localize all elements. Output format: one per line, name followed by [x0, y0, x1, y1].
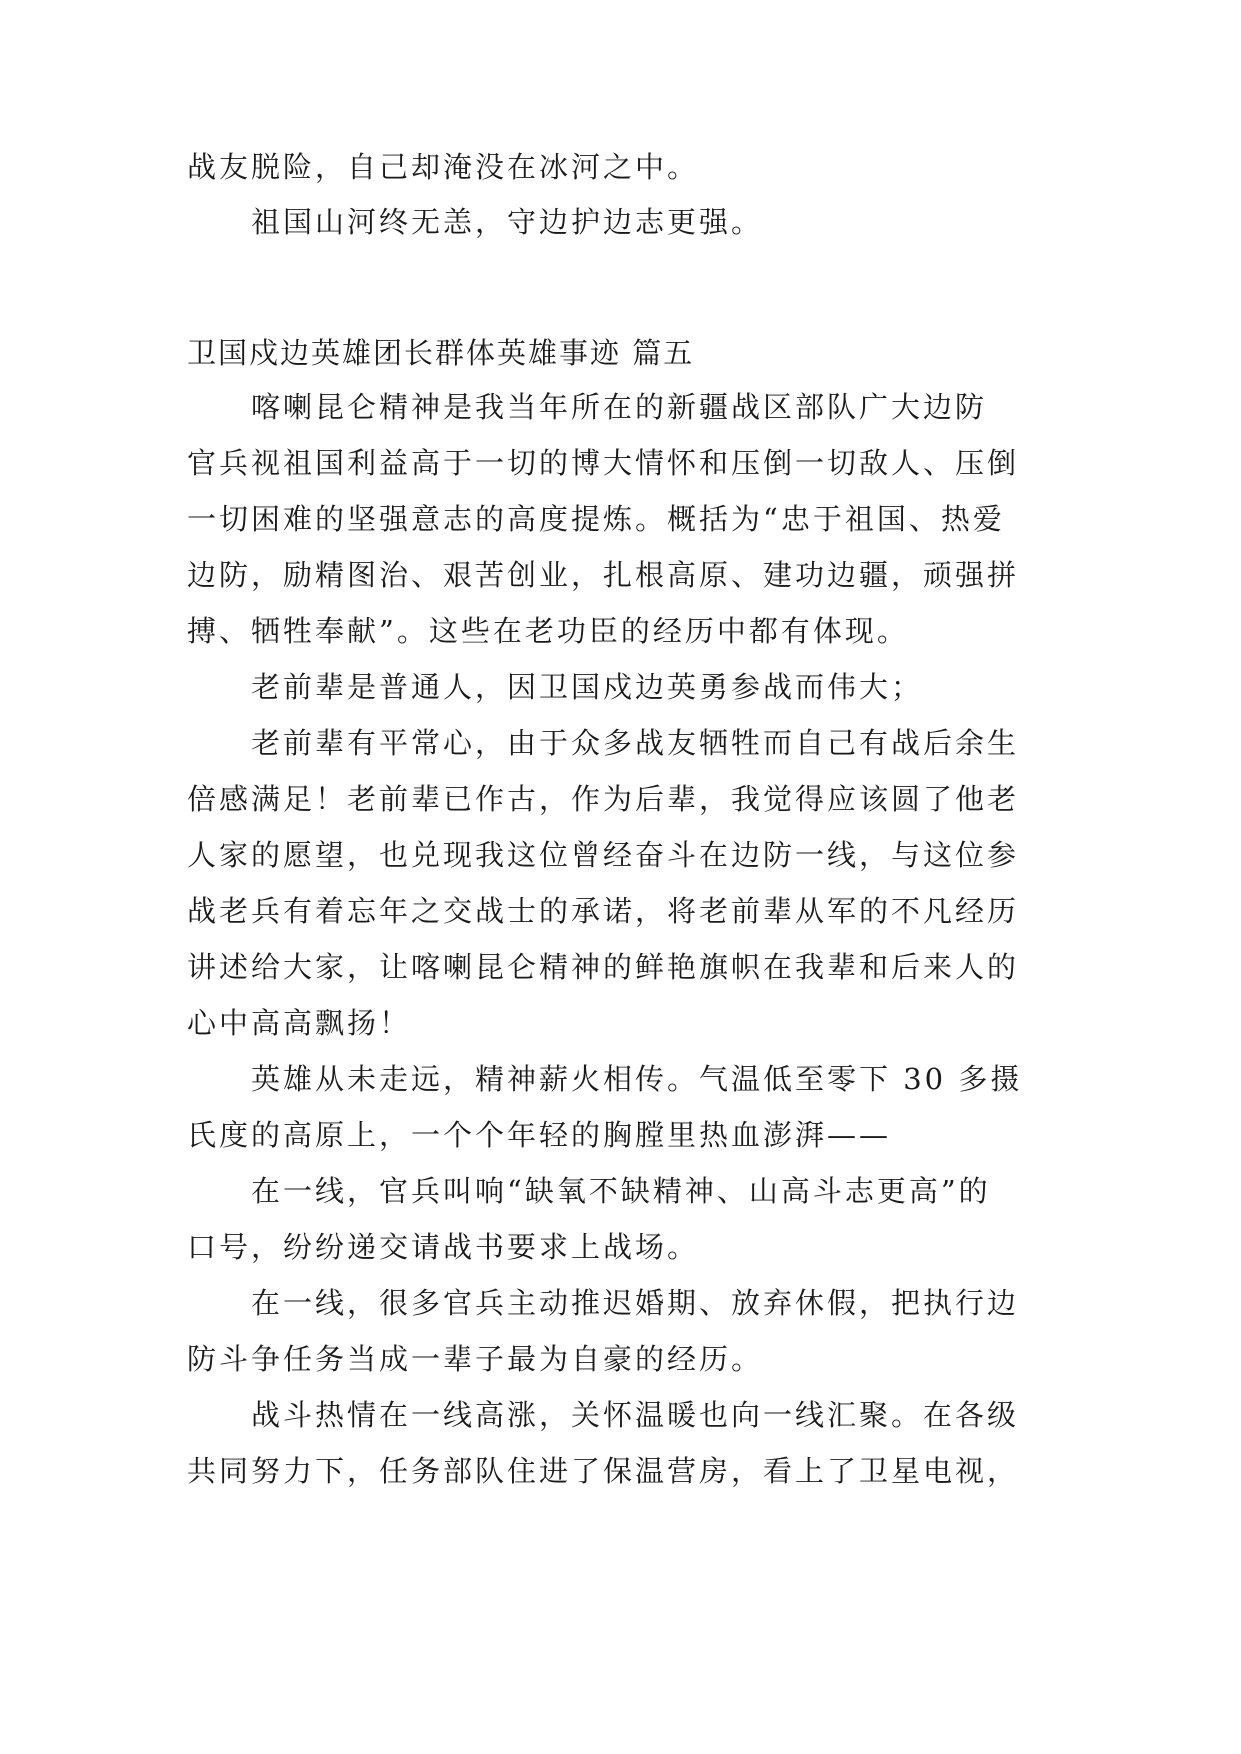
body-line: 官兵视祖国利益高于一切的博大情怀和压倒一切敌人、压倒: [187, 446, 1020, 480]
body-line: 战友脱险，自己却淹没在冰河之中。: [187, 150, 700, 184]
paragraph-first-line: 英雄从未走远，精神薪火相传。气温低至零下 30 多摄: [251, 1062, 1023, 1096]
section-heading: 卫国戍边英雄团长群体英雄事迹 篇五: [187, 336, 695, 370]
body-line: 一切困难的坚强意志的高度提炼。概括为“忠于祖国、热爱: [187, 502, 1005, 536]
body-line: 氏度的高原上，一个个年轻的胸膛里热血澎湃——: [187, 1118, 892, 1152]
paragraph-first-line: 祖国山河终无恙，守边护边志更强。: [251, 205, 764, 239]
paragraph-first-line: 战斗热情在一线高涨，关怀温暖也向一线汇聚。在各级: [251, 1398, 1020, 1432]
paragraph-first-line: 在一线，官兵叫响“缺氧不缺精神、山高斗志更高”的: [251, 1174, 991, 1208]
body-line: 边防，励精图治、艰苦创业，扎根高原、建功边疆，顽强拼: [187, 558, 1020, 592]
body-line: 讲述给大家，让喀喇昆仑精神的鲜艳旗帜在我辈和后来人的: [187, 950, 1020, 984]
body-line: 心中高高飘扬！: [187, 1006, 412, 1040]
body-line: 倍感满足！老前辈已作古，作为后辈，我觉得应该圆了他老: [187, 782, 1020, 816]
body-line: 共同努力下，任务部队住进了保温营房，看上了卫星电视，: [187, 1454, 1020, 1488]
body-line: 人家的愿望，也兑现我这位曾经奋斗在边防一线，与这位参: [187, 838, 1020, 872]
paragraph-first-line: 喀喇昆仑精神是我当年所在的新疆战区部队广大边防: [251, 390, 988, 424]
paragraph-first-line: 老前辈是普通人，因卫国戍边英勇参战而伟大；: [251, 670, 924, 704]
paragraph-first-line: 老前辈有平常心，由于众多战友牺牲而自己有战后余生: [251, 726, 1020, 760]
paragraph-first-line: 在一线，很多官兵主动推迟婚期、放弃休假，把执行边: [251, 1286, 1020, 1320]
body-line: 口号，纷纷递交请战书要求上战场。: [187, 1230, 700, 1264]
body-line: 防斗争任务当成一辈子最为自豪的经历。: [187, 1342, 764, 1376]
body-line: 搏、牺牲奉献”。这些在老功臣的经历中都有体现。: [187, 614, 909, 648]
body-line: 战老兵有着忘年之交战士的承诺，将老前辈从军的不凡经历: [187, 894, 1020, 928]
